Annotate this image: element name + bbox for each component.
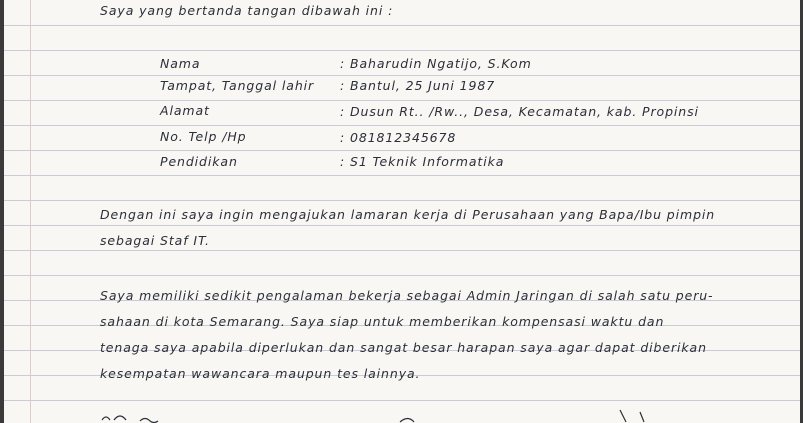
cut-off-handwriting (100, 408, 660, 423)
paragraph2-line: sahaan di kota Semarang. Saya siap untuk memberikan kompensasi waktu dan (100, 314, 665, 329)
field-colon: : (340, 78, 346, 93)
field-label-phone: No. Telp /Hp (160, 129, 247, 144)
paragraph1-line: sebagai Staf IT. (100, 233, 210, 248)
field-value-name: Baharudin Ngatijo, S.Kom (350, 56, 532, 71)
field-colon: : (340, 56, 346, 71)
paragraph2-line: Saya memiliki sedikit pengalaman bekerja sebagai Admin Jaringan di salah satu peru- (100, 288, 714, 303)
field-value-education: S1 Teknik Informatika (350, 154, 505, 169)
field-label-name: Nama (160, 56, 201, 71)
paragraph1-line: Dengan ini saya ingin mengajukan lamaran kerja di Perusahaan yang Bapa/Ibu pimpin (100, 207, 716, 222)
field-label-address: Alamat (160, 103, 210, 118)
field-value-address: Dusun Rt.. /Rw.., Desa, Kecamatan, kab. Propinsi (350, 104, 699, 119)
field-label-education: Pendidikan (160, 154, 238, 169)
field-colon: : (340, 104, 346, 119)
field-colon: : (340, 130, 346, 145)
paragraph2-line: tenaga saya apabila diperlukan dan sangat besar harapan saya agar dapat diberikan (100, 340, 707, 355)
scan-edge-left (0, 0, 4, 423)
intro-line: Saya yang bertanda tangan dibawah ini : (100, 3, 394, 18)
field-label-birth: Tampat, Tanggal lahir (160, 78, 315, 93)
field-value-birth: Bantul, 25 Juni 1987 (350, 78, 496, 93)
field-colon: : (340, 154, 346, 169)
paragraph2-line: kesempatan wawancara maupun tes lainnya. (100, 366, 421, 381)
margin-line (30, 0, 31, 423)
field-value-phone: 081812345678 (350, 130, 457, 145)
